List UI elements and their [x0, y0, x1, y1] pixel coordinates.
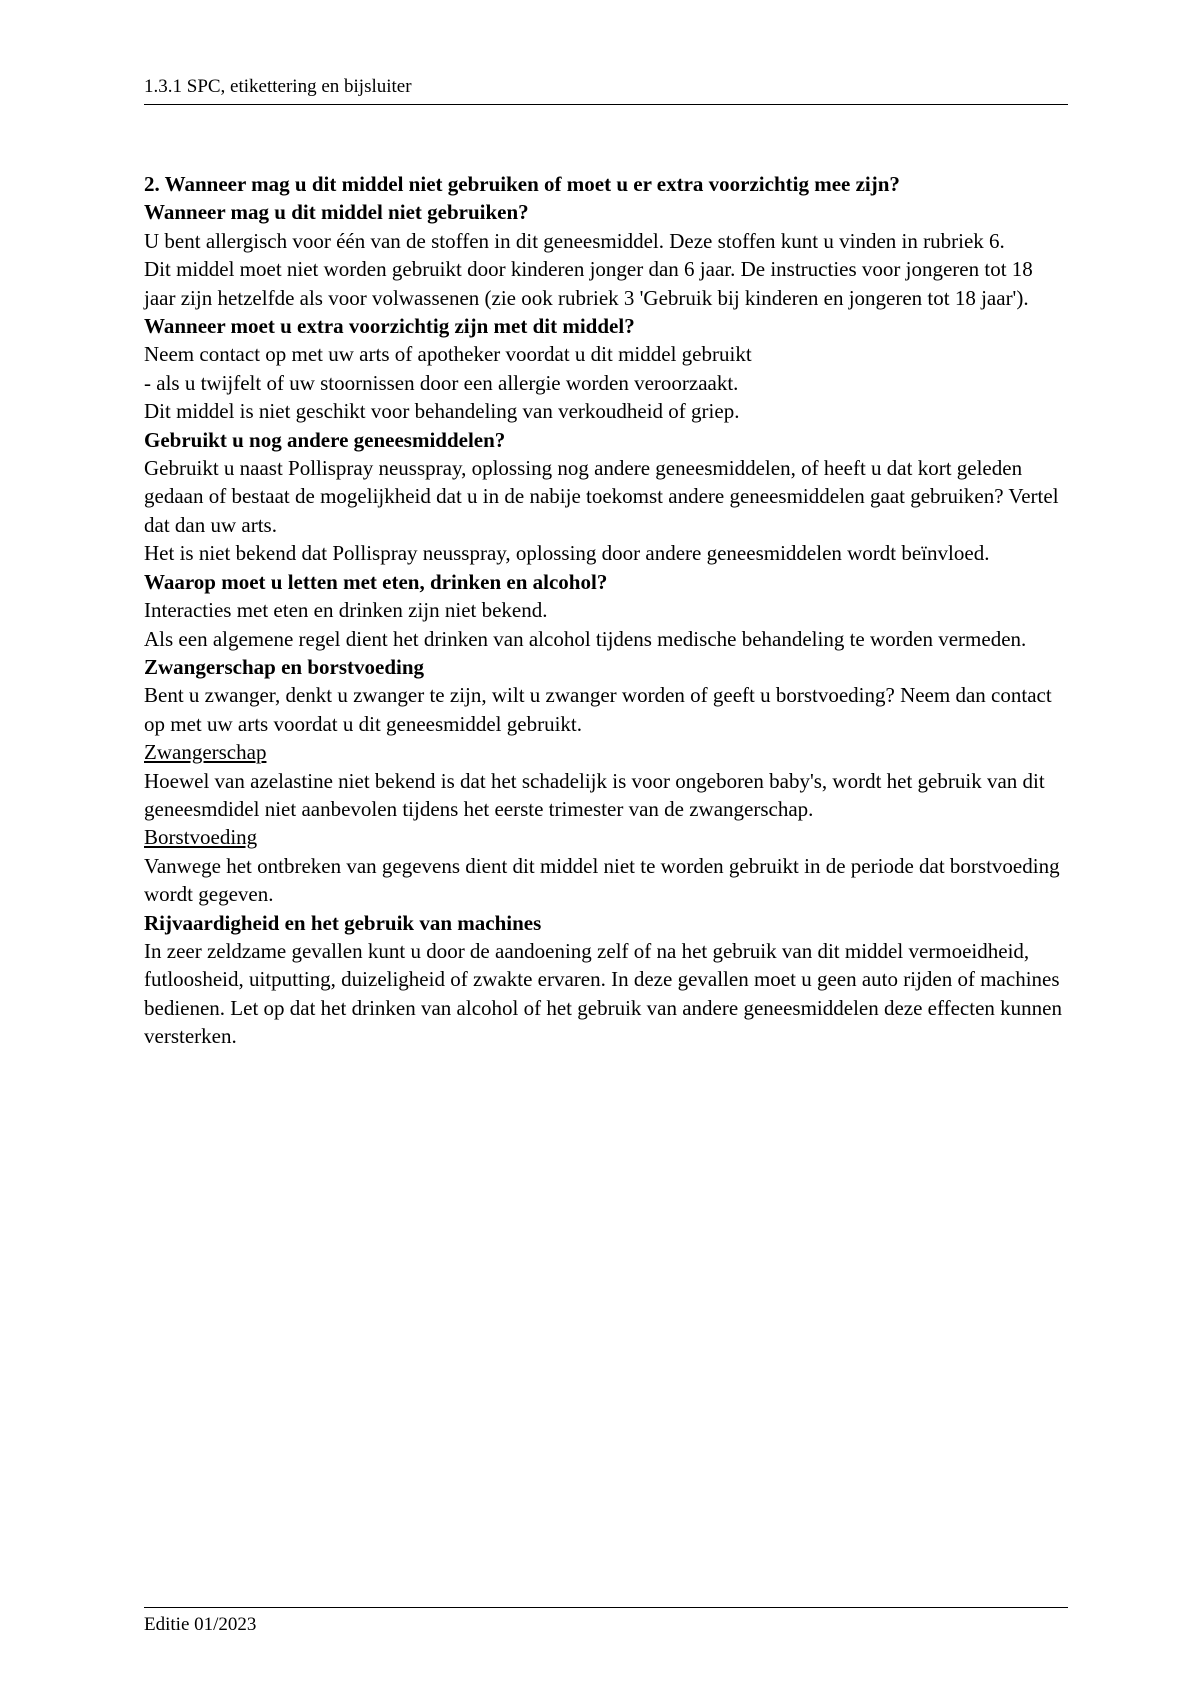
paragraph: Dit middel moet niet worden gebruikt door kinderen jonger dan 6 jaar. De instructies voor jongeren tot 18 jaar zijn hetzelfde als voor volwassenen (zie ook rubriek 3 'Gebruik bij kinderen en jongeren tot 18 jaar'). — [144, 257, 1033, 310]
subsection-heading-precautions: Wanneer moet u extra voorzichtig zijn met dit middel? — [144, 314, 635, 339]
paragraph-line: Neem contact op met uw arts of apotheker voordat u dit middel gebruikt — [144, 342, 752, 367]
paragraph: Dit middel is niet geschikt voor behandeling van verkoudheid of griep. — [144, 399, 740, 424]
subsection-heading-pregnancy: Zwangerschap en borstvoeding — [144, 654, 425, 679]
paragraph: In zeer zeldzame gevallen kunt u door de aandoening zelf of na het gebruik van dit middel vermoeidheid, futloosheid, uitputting, duizeligheid of zwakte ervaren. In deze gevallen moet u geen auto rijden of machines bedienen. Let op dat het drinken van alcohol of het gebruik van andere geneesmiddelen deze effecten kunnen versterken. — [144, 938, 1062, 1049]
subsection-heading-driving: Rijvaardigheid en het gebruik van machines — [144, 910, 542, 935]
subsection-heading-interactions: Gebruikt u nog andere geneesmiddelen? — [144, 427, 506, 452]
underlined-subheading-breastfeeding: Borstvoeding — [144, 825, 258, 850]
section-heading: 2. Wanneer mag u dit middel niet gebruiken of moet u er extra voorzichtig mee zijn? — [144, 172, 900, 196]
paragraph: Interacties met eten en drinken zijn niet bekend. — [144, 598, 548, 623]
paragraph: U bent allergisch voor één van de stoffen in dit geneesmiddel. Deze stoffen kunt u vinden in rubriek 6. — [144, 228, 1005, 253]
paragraph: Als een algemene regel dient het drinken van alcohol tijdens medische behandeling te worden vermeden. — [144, 626, 1027, 651]
paragraph: Hoewel van azelastine niet bekend is dat het schadelijk is voor ongeboren baby's, wordt het gebruik van dit geneesmdidel niet aanbevolen tijdens het eerste trimester van de zwangerschap. — [144, 768, 1045, 821]
page-footer — [144, 1607, 1068, 1636]
subsection-heading-contraindications: Wanneer mag u dit middel niet gebruiken? — [144, 200, 529, 225]
page-header — [144, 76, 1068, 105]
paragraph: Bent u zwanger, denkt u zwanger te zijn, wilt u zwanger worden of geeft u borstvoeding? Neem dan contact op met uw arts voordat u dit geneesmiddel gebruikt. — [144, 683, 1052, 736]
paragraph-line: - als u twijfelt of uw stoornissen door een allergie worden veroorzaakt. — [144, 370, 739, 395]
paragraph: Het is niet bekend dat Pollispray neusspray, oplossing door andere geneesmiddelen wordt beïnvloed. — [144, 541, 990, 566]
header-title: 1.3.1 SPC, etikettering en bijsluiter — [144, 76, 412, 97]
edition-label: Editie 01/2023 — [144, 1614, 257, 1635]
paragraph: Vanwege het ontbreken van gegevens dient dit middel niet te worden gebruikt in de periode dat borstvoeding wordt gegeven. — [144, 853, 1060, 907]
subsection-heading-food-alcohol: Waarop moet u letten met eten, drinken en alcohol? — [144, 569, 608, 594]
paragraph: Gebruikt u naast Pollispray neusspray, oplossing nog andere geneesmiddelen, of heeft u dat kort geleden gedaan of bestaat de mogelijkheid dat u in de nabije toekomst andere geneesmiddelen gaat gebruiken? Vertel dat dan uw arts. — [144, 456, 1059, 537]
leaflet-content — [144, 170, 1068, 1051]
underlined-subheading-pregnancy: Zwangerschap — [144, 740, 267, 765]
